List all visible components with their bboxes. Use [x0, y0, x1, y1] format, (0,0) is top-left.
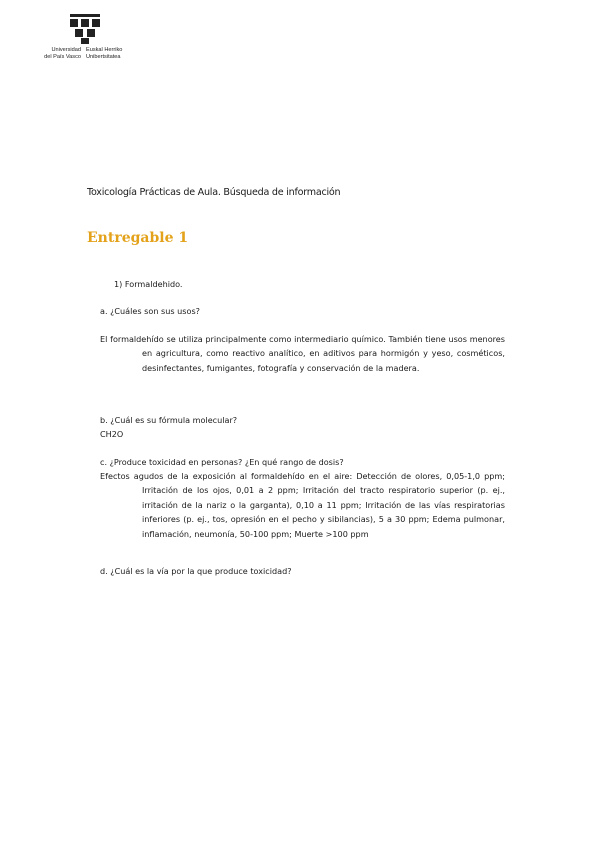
document-header: Toxicología Prácticas de Aula. Búsqueda de información [87, 187, 341, 198]
answer-c: Efectos agudos de la exposición al formaldehído en el aire: Detección de olores, 0,05-1,0 ppm; Irritación de los ojos, 0,01 a 2 ppm; Irritación del tracto respiratorio superior (p. ej., irritación de la nariz o la garganta), 0,10 a 11 ppm; Irritación de las vías respiratorias inferiores (p. ej., tos, opresión en el pecho y sibilancias), 5 a 30 ppm; Edema pulmonar, inflamación, neumonía, 50-100 ppm; Muerte >100 ppm [100, 471, 505, 539]
section-title: Entregable 1 [87, 230, 189, 246]
upv-ehu-logo-icon [68, 14, 102, 44]
answer-b: CH2O [100, 429, 124, 439]
question-b: b. ¿Cuál es su fórmula molecular? [100, 415, 238, 425]
university-name-eu [86, 47, 122, 60]
university-name-es [32, 47, 81, 60]
question-d: d. ¿Cuál es la vía por la que produce toxicidad? [100, 566, 292, 576]
question-a: a. ¿Cuáles son sus usos? [100, 306, 200, 316]
university-name-es-line1: Universidad [51, 47, 81, 53]
university-logo [32, 14, 142, 64]
question-c: c. ¿Produce toxicidad en personas? ¿En qué rango de dosis? [100, 457, 344, 467]
university-name-eu-line2: Unibertsitatea [86, 53, 121, 60]
university-name-es-line2: del País Vasco [44, 53, 81, 60]
item-heading: 1) Formaldehido. [114, 279, 183, 289]
answer-a: El formaldehído se utiliza principalmente como intermediario químico. También tiene usos menores en agricultura, como reactivo analítico, en aditivos para hormigón y yeso, cosméticos, desinfectantes, fumigantes, fotografía y conservación de la madera. [100, 334, 505, 373]
university-name-eu-line1: Euskal Herriko [86, 47, 123, 53]
